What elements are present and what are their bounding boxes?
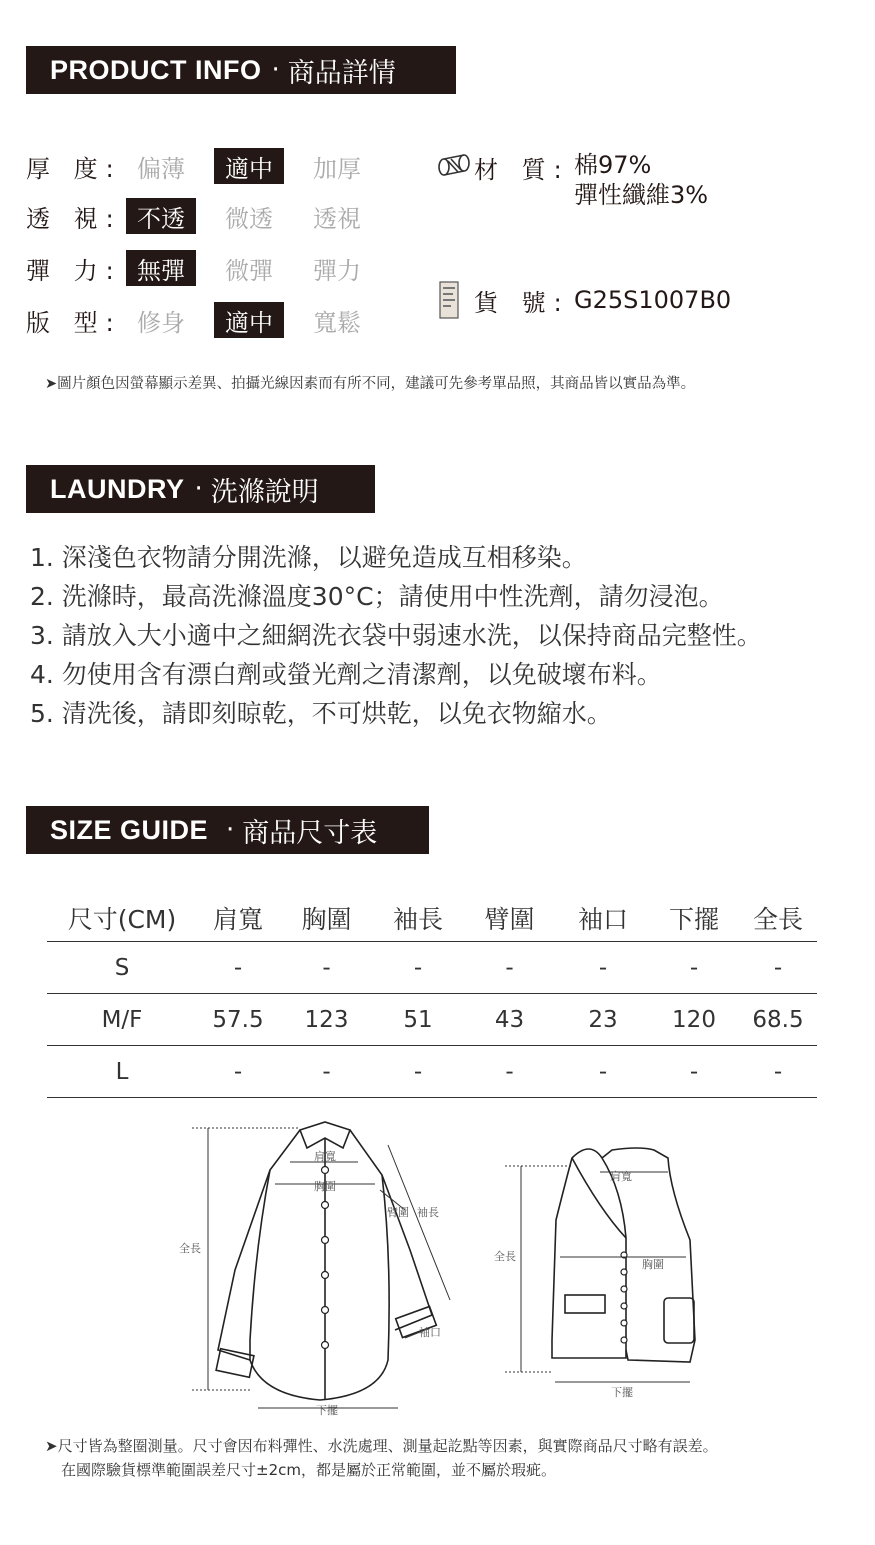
material-value-2: 彈性纖維3% (574, 181, 709, 209)
table-cell: 57.5 (197, 994, 279, 1046)
table-cell: - (197, 1046, 279, 1098)
size-note-line2: 在國際驗貨標準範圍誤差尺寸±2cm，都是屬於正常範圍，並不屬於瑕疵。 (61, 1461, 556, 1479)
attribute-row (26, 302, 390, 338)
attribute-row (26, 198, 390, 234)
table-cell: 23 (557, 994, 649, 1046)
table-cell: 43 (462, 994, 557, 1046)
table-header-cell: 全長 (739, 895, 817, 942)
table-header-cell: 尺寸(CM) (47, 895, 197, 942)
table-row (47, 1046, 817, 1098)
laundry-list (30, 538, 762, 733)
table-cell: - (374, 1046, 462, 1098)
table-cell: - (649, 942, 739, 994)
section-title-en: SIZE GUIDE (50, 814, 209, 845)
size-note-line1: ➤尺寸皆為整圈測量。尺寸會因布料彈性、水洗處理、測量起訖點等因素，與實際商品尺寸略有誤差。 (45, 1437, 718, 1455)
table-cell: 68.5 (739, 994, 817, 1046)
table-header-cell: 肩寬 (197, 895, 279, 942)
attribute-option: 加厚 (313, 154, 361, 183)
label-hem: 下擺 (316, 1404, 338, 1417)
sku-label: 貨 號: (474, 288, 570, 317)
label-sleeve: 袖長 (417, 1206, 439, 1219)
label-cuff: 袖口 (419, 1326, 441, 1339)
attribute-option: 微透 (225, 204, 273, 233)
label-length: 全長 (494, 1250, 516, 1263)
size-table (47, 895, 817, 1098)
table-header-cell: 臂圍 (462, 895, 557, 942)
attribute-label: 透 視: (26, 204, 122, 233)
section-title-zh: 商品詳情 (287, 57, 396, 89)
material-label: 材 質: (474, 156, 570, 184)
label-chest: 胸圍 (642, 1258, 664, 1271)
attribute-option-selected: 適中 (214, 148, 284, 184)
shirt-measure-labels (179, 1149, 441, 1417)
section-title-en: PRODUCT INFO (50, 54, 262, 85)
section-title-en: LAUNDRY (50, 473, 185, 504)
laundry-banner (26, 465, 375, 513)
material-values (574, 150, 708, 210)
table-header-row (47, 895, 817, 942)
table-cell: - (462, 942, 557, 994)
attribute-option-selected: 適中 (214, 302, 284, 338)
label-hem: 下擺 (611, 1386, 633, 1399)
attribute-option: 偏薄 (137, 154, 185, 183)
table-cell: S (47, 942, 197, 994)
vest-measure-lines (505, 1166, 690, 1382)
laundry-item: 4. 勿使用含有漂白劑或螢光劑之清潔劑，以免破壞布料。 (30, 660, 662, 689)
size-note (45, 1434, 718, 1482)
material-block (436, 150, 708, 210)
label-shoulder: 肩寬 (610, 1170, 632, 1183)
table-cell: - (649, 1046, 739, 1098)
thread-spool-icon (436, 152, 472, 178)
table-cell: - (739, 942, 817, 994)
section-title-zh: 商品尺寸表 (242, 817, 378, 849)
measurement-diagram (0, 1110, 875, 1420)
table-header-cell: 胸圍 (279, 895, 374, 942)
label-shoulder: 肩寬 (314, 1150, 336, 1163)
product-note: ➤圖片顏色因螢幕顯示差異、拍攝光線因素而有所不同，建議可先參考單品照，其商品皆以實品為準。 (45, 376, 696, 392)
table-cell: - (279, 1046, 374, 1098)
title-separator: · (226, 815, 235, 845)
attribute-option: 寬鬆 (313, 308, 361, 337)
size-guide-banner (26, 806, 429, 854)
label-arm: 臂圍 (387, 1206, 409, 1219)
attribute-label: 版 型: (26, 308, 122, 337)
table-cell: - (197, 942, 279, 994)
table-cell: L (47, 1046, 197, 1098)
label-length: 全長 (179, 1242, 201, 1255)
laundry-item: 5. 清洗後，請即刻晾乾，不可烘乾，以免衣物縮水。 (30, 699, 612, 728)
attribute-label: 彈 力: (26, 256, 122, 285)
section-title-zh: 洗滌說明 (210, 476, 319, 508)
attribute-label: 厚 度: (26, 154, 122, 183)
attribute-row (26, 148, 390, 184)
title-separator: · (194, 474, 203, 504)
table-cell: M/F (47, 994, 197, 1046)
tag-icon (436, 280, 462, 320)
table-header-cell: 袖口 (557, 895, 649, 942)
table-row (47, 942, 817, 994)
table-cell: 120 (649, 994, 739, 1046)
table-cell: - (557, 1046, 649, 1098)
attribute-row (26, 250, 390, 286)
table-cell: - (374, 942, 462, 994)
table-body (47, 942, 817, 1098)
table-row (47, 994, 817, 1046)
table-cell: - (279, 942, 374, 994)
table-cell: - (739, 1046, 817, 1098)
attribute-option-selected: 不透 (126, 198, 196, 234)
laundry-item: 2. 洗滌時，最高洗滌溫度30°C；請使用中性洗劑，請勿浸泡。 (30, 582, 724, 611)
label-chest: 胸圍 (314, 1180, 336, 1193)
attribute-option: 透視 (313, 204, 361, 233)
sku-block (436, 280, 731, 320)
laundry-item: 3. 請放入大小適中之細網洗衣袋中弱速水洗，以保持商品完整性。 (30, 621, 762, 650)
table-header-cell: 袖長 (374, 895, 462, 942)
title-separator: · (271, 55, 280, 85)
table-cell: - (462, 1046, 557, 1098)
attribute-option: 修身 (137, 308, 185, 337)
shirt-diagram (216, 1122, 436, 1400)
attribute-option: 微彈 (225, 256, 273, 285)
table-header-cell: 下擺 (649, 895, 739, 942)
table-cell: 51 (374, 994, 462, 1046)
material-value-1: 棉97% (574, 151, 652, 179)
attribute-option-selected: 無彈 (126, 250, 196, 286)
attribute-option: 彈力 (313, 256, 361, 285)
product-info-banner (26, 46, 456, 94)
vest-measure-labels (494, 1169, 664, 1399)
sku-value: G25S1007B0 (574, 286, 732, 314)
table-cell: 123 (279, 994, 374, 1046)
laundry-item: 1. 深淺色衣物請分開洗滌，以避免造成互相移染。 (30, 543, 587, 572)
table-cell: - (557, 942, 649, 994)
